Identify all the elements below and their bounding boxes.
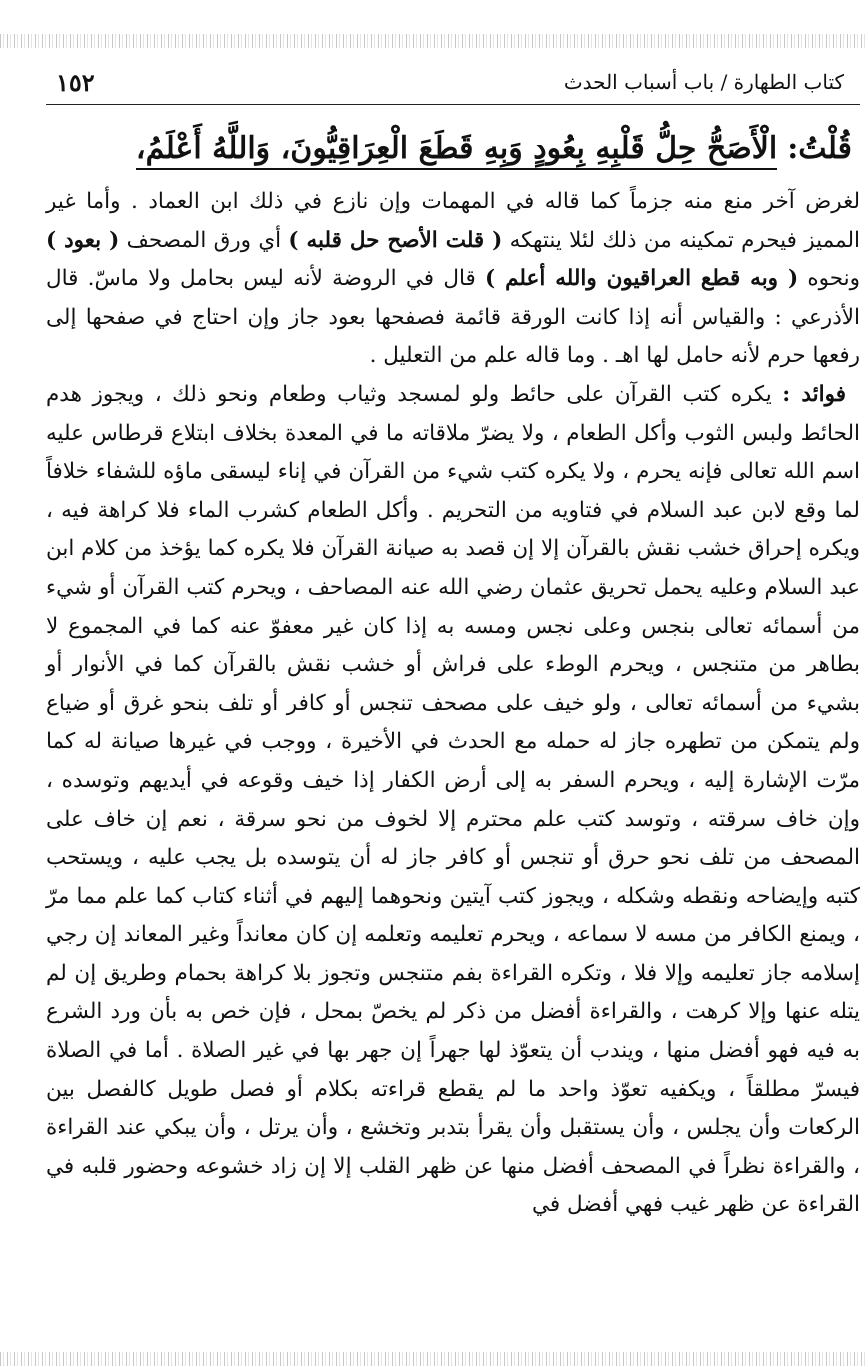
running-title: كتاب الطهارة / باب أسباب الحدث: [563, 70, 844, 94]
para1-sentence-1: لغرض آخر منع منه جزماً كما قاله في المهمات وإن نازع في ذلك ابن العماد . وأما غير المميز فيحرم تمكينه من ذلك لئلا ينتهكه: [46, 189, 860, 253]
para1-quote-1: ( قلت الأصح حل قلبه ): [288, 227, 503, 253]
paragraph-1: [46, 183, 860, 376]
para1-quote-3: ( وبه قطع العراقيون والله أعلم ): [485, 266, 799, 292]
para1-sentence-3: ونحوه: [807, 266, 861, 292]
matn-line: [46, 123, 860, 175]
para1-sentence-4: قال في الروضة لأنه ليس بحامل ولا ماسّ. قال الأذرعي : والقياس أنه إذا كانت الورقة قائمة فصفحها بعود جاز وإن احتاج في صفحها إلى رفعها حرم لأنه حامل لها اهـ . وما قاله علم من التعليل .: [46, 266, 860, 369]
para1-sentence-2: أي ورق المصحف: [126, 227, 282, 253]
fawaid-label: فوائد :: [782, 381, 846, 407]
para1-quote-2: ( بعود ): [46, 227, 120, 253]
commentary-text: [46, 183, 860, 1225]
book-page: [46, 60, 860, 1350]
page-number: ١٥٢: [56, 68, 95, 97]
matn-text: الْأَصَحُّ حِلُّ قَلْبِهِ بِعُودٍ وَبِهِ قَطَعَ الْعِرَاقِيُّونَ، وَاللَّهُ أَعْلَمُ،: [136, 131, 777, 170]
running-header: [46, 60, 860, 105]
scan-edge-bottom: [0, 1352, 868, 1366]
scan-edge-top: [0, 34, 868, 48]
matn-label: قُلْتُ:: [787, 131, 852, 166]
paragraph-2: [46, 376, 860, 1225]
fawaid-text: يكره كتب القرآن على حائط ولو لمسجد وثياب وطعام ونحو ذلك ، ويجوز هدم الحائط ولبس الثوب وأكل الطعام ، ولا يضرّ ملاقاته ما في المعدة بخلاف ابتلاع قرطاس عليه اسم الله تعالى فإنه يحرم ، ولا يكره كتب شيء من القرآن في إناء ليسقى ماؤه للشفاء خلافاً لما وقع لابن عبد السلام في فتاويه من التحريم . وأكل الطعام كشرب الماء فلا كراهة فيه ، ويكره إحراق خشب نقش بالقرآن إلا إن قصد به صيانة القرآن فلا يكره كما يؤخذ من كلام ابن عبد السلام وعليه يحمل تحريق عثمان رضي الله عنه المصاحف ، ويحرم كتب القرآن أو شيء من أسمائه تعالى بنجس وعلى نجس ومسه به إذا كان غير معفوّ عنه كما في المجموع لا بطاهر من متنجس ، ويحرم الوطء على فراش أو خشب نقش بالقرآن كما في الأنوار أو بشيء من أسمائه تعالى ، ولو خيف على مصحف تنجس أو كافر أو تلف بنحو غرق أو ضياع ولم يتمكن من تطهره جاز له حمله مع الحدث في الأخيرة ، ووجب في غيرها صيانة له كما مرّت الإشارة إليه ، ويحرم السفر به إلى أرض الكفار إذا خيف وقوعه في أيديهم وتوسده ، وإن خاف سرقته ، وتوسد كتب علم محترم إلا لخوف من نحو سرقة ، نعم إن خاف على المصحف من تلف نحو حرق أو تنجس أو كافر جاز له أن يتوسده بل يجب عليه ، ويستحب كتبه وإيضاحه ونقطه وشكله ، ويجوز كتب آيتين ونحوهما إليهم في أثناء كتاب كما علم مما مرّ ، ويمنع الكافر من مسه لا سماعه ، ويحرم تعليمه وتعلمه إن كان معانداً وغير المعاند إن رجي إسلامه جاز تعليمه وإلا فلا ، وتكره القراءة بفم متنجس وتجوز بلا كراهة بحمام وطريق إن لم يتله عنها وإلا كرهت ، والقراءة أفضل من ذكر لم يخصّ بمحل ، فإن خص به بأن ورد الشرع به فيه فهو أفضل منها ، ويندب أن يتعوّذ لها جهراً إن جهر بها في غير الصلاة . أما في الصلاة فيسرّ مطلقاً ، ويكفيه تعوّذ واحد ما لم يقطع قراءته بكلام أو فصل طويل كالفصل بين الركعات وأن يجلس ، وأن يستقبل وأن يقرأ بتدبر وتخشع ، وأن يرتل ، وأن يبكي عند القراءة ، والقراءة نظراً في المصحف أفضل منها عن ظهر القلب إلا إن زاد خشوعه وحضور قلبه في القراءة عن ظهر غيب فهي أفضل في: [46, 381, 860, 1218]
